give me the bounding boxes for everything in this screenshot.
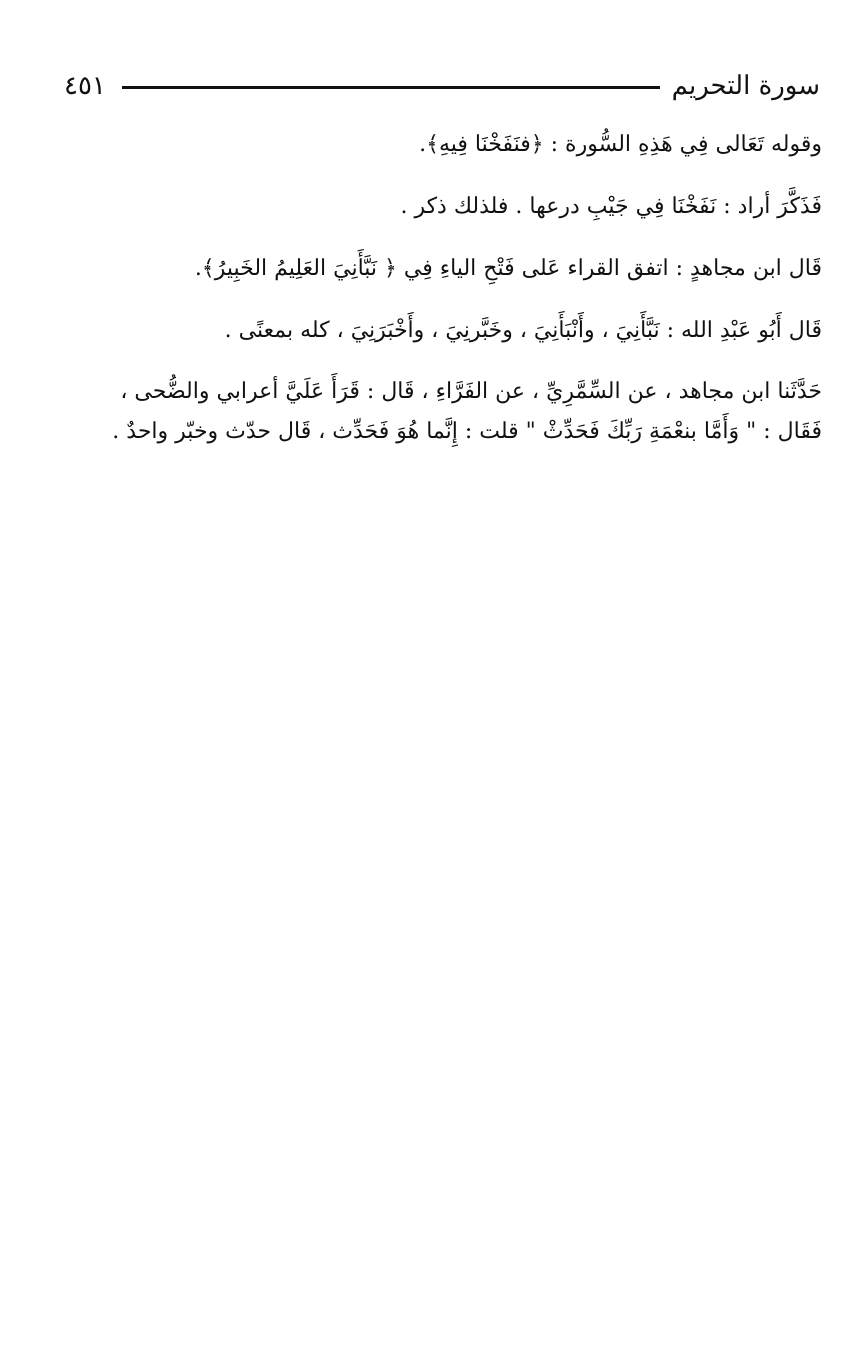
- page-body: [62, 124, 822, 452]
- paragraph-3: قَال ابن مجاهدٍ : اتفق القراء عَلى فَتْحِ الياءِ فِي ﴿ نَبَّأَنِيَ العَلِيمُ الخَبِيرُ﴾.: [194, 256, 822, 281]
- paragraph-5: [62, 372, 822, 452]
- page-number: ٤٥١: [64, 71, 106, 101]
- running-header: [64, 66, 820, 106]
- paragraph-5-line-1: حَدَّثَنا ابن مجاهد ، عن السِّمَّرِيِّ ، عن الفَرَّاءِ ، قَال : قَرَأَ عَلَيَّ أعرابي والضُّحى ،: [120, 379, 822, 404]
- paragraph-1: وقوله تَعَالى فِي هَذِهِ السُّورة : ﴿فنَفَخْنَا فِيهِ﴾.: [419, 132, 822, 157]
- paragraph-5-line-2: فَقَال : " وَأَمَّا بنعْمَةِ رَبِّكَ فَحَدِّثْ " قلت : إِنَّما هُوَ فَحَدِّث ، قَال حدّث وخبّر واحدٌ .: [112, 419, 822, 444]
- surah-title: سورة التحريم: [671, 71, 820, 101]
- header-rule: [122, 86, 660, 89]
- paragraph-2: فَذَكَّرَ أراد : نَفَخْنَا فِي جَيْبِ درعها . فلذلك ذكر .: [400, 194, 822, 219]
- paragraph-4: قَال أَبُو عَبْدِ الله : نَبَّأَنِيَ ، وأَنْبَأَنِيَ ، وخَبَّرنِيَ ، وأَخْبَرَنِيَ ، كله بمعنًى .: [224, 318, 822, 343]
